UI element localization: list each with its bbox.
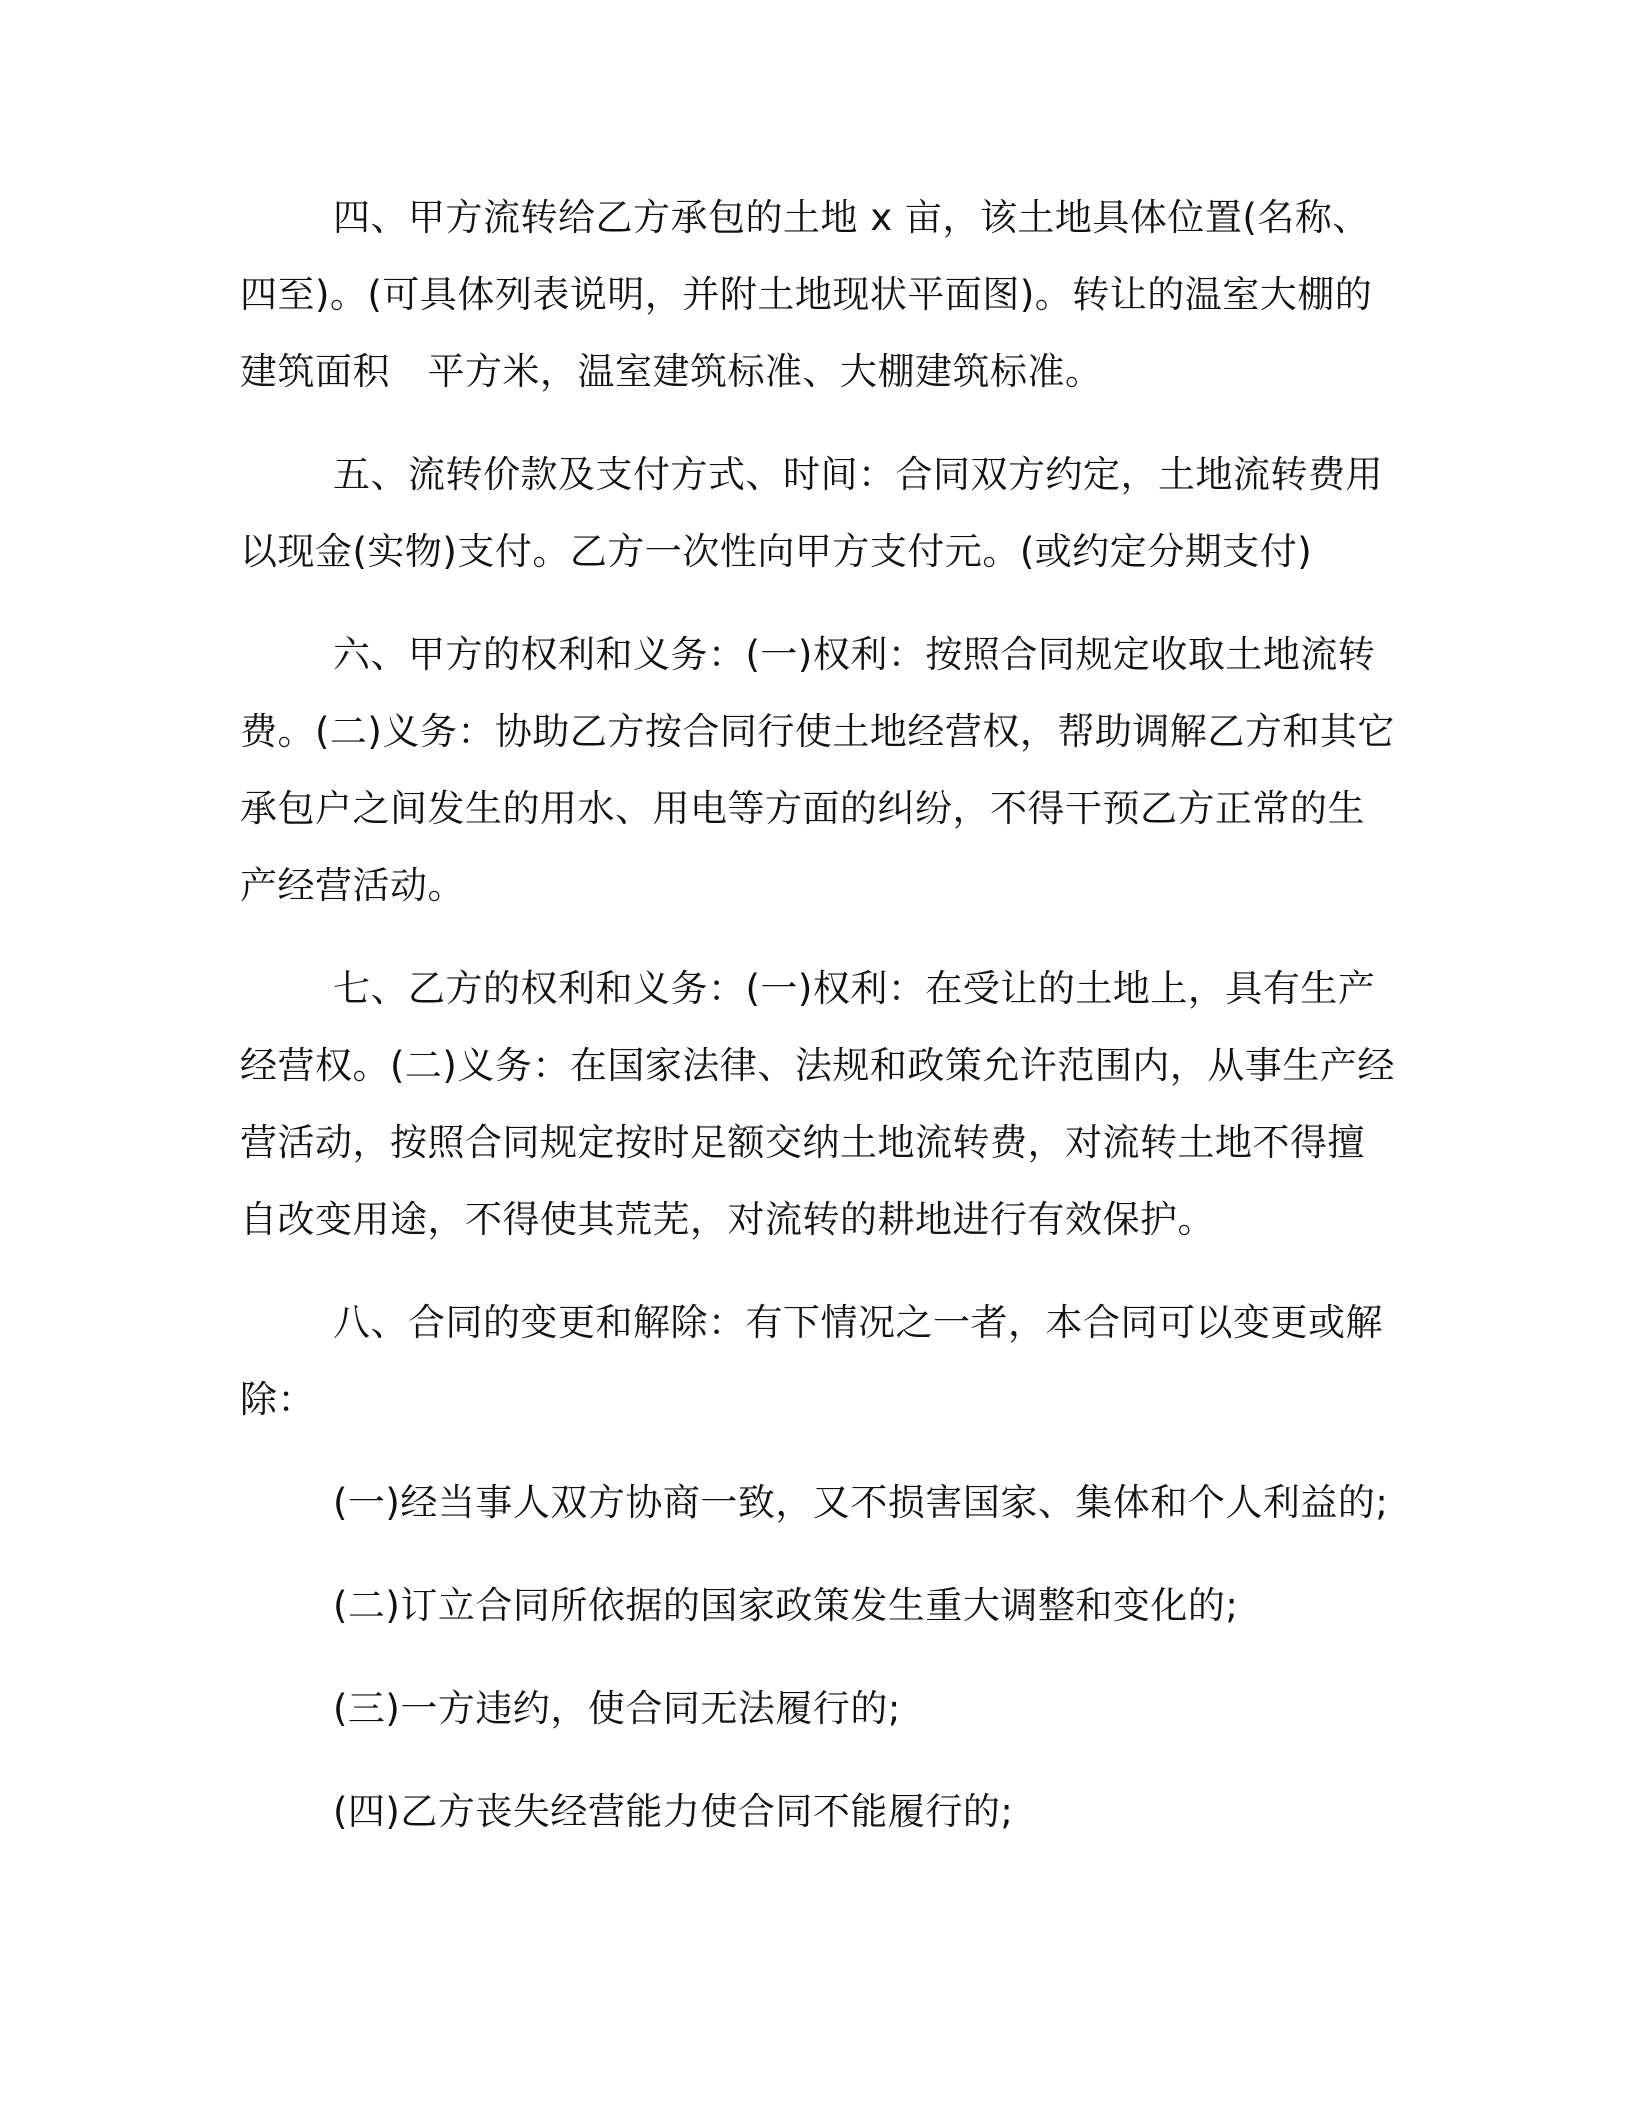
clause-8-line-2: 除： <box>240 1378 315 1421</box>
clause-7-line-3: 营活动，按照合同规定按时足额交纳土地流转费，对流转土地不得擅 <box>240 1121 1365 1164</box>
clause-6-line-3: 承包户之间发生的用水、用电等方面的纠纷，不得干预乙方正常的生 <box>240 787 1365 830</box>
clause-5-line-2: 以现金(实物)支付。乙方一次性向甲方支付元。(或约定分期支付) <box>240 530 1313 573</box>
clause-7-line-2: 经营权。(二)义务：在国家法律、法规和政策允许范围内，从事生产经 <box>240 1044 1395 1087</box>
clause-7-line-4: 自改变用途，不得使其荒芜，对流转的耕地进行有效保护。 <box>240 1198 1215 1241</box>
clause-8-line-1: 八、合同的变更和解除：有下情况之一者，本合同可以变更或解 <box>333 1301 1383 1344</box>
clause-7-line-1: 七、乙方的权利和义务：(一)权利：在受让的土地上，具有生产 <box>333 967 1376 1010</box>
clause-8-item-3: (三)一方违约，使合同无法履行的; <box>333 1687 901 1730</box>
clause-8-item-2: (二)订立合同所依据的国家政策发生重大调整和变化的; <box>333 1584 1239 1627</box>
clause-4-line-1: 四、甲方流转给乙方承包的土地 x 亩，该土地具体位置(名称、 <box>333 196 1370 239</box>
clause-8-item-4: (四)乙方丧失经营能力使合同不能履行的; <box>333 1790 1014 1833</box>
clause-6-line-2: 费。(二)义务：协助乙方按合同行使土地经营权，帮助调解乙方和其它 <box>240 710 1395 753</box>
clause-4-line-3: 建筑面积 平方米，温室建筑标准、大棚建筑标准。 <box>240 350 1103 393</box>
clause-8-item-1: (一)经当事人双方协商一致，又不损害国家、集体和个人利益的; <box>333 1481 1389 1524</box>
clause-4-line-2: 四至)。(可具体列表说明，并附土地现状平面图)。转让的温室大棚的 <box>240 273 1373 316</box>
clause-6-line-1: 六、甲方的权利和义务：(一)权利：按照合同规定收取土地流转 <box>333 633 1376 676</box>
clause-5-line-1: 五、流转价款及支付方式、时间：合同双方约定，土地流转费用 <box>333 453 1383 496</box>
clause-6-line-4: 产经营活动。 <box>240 864 465 907</box>
